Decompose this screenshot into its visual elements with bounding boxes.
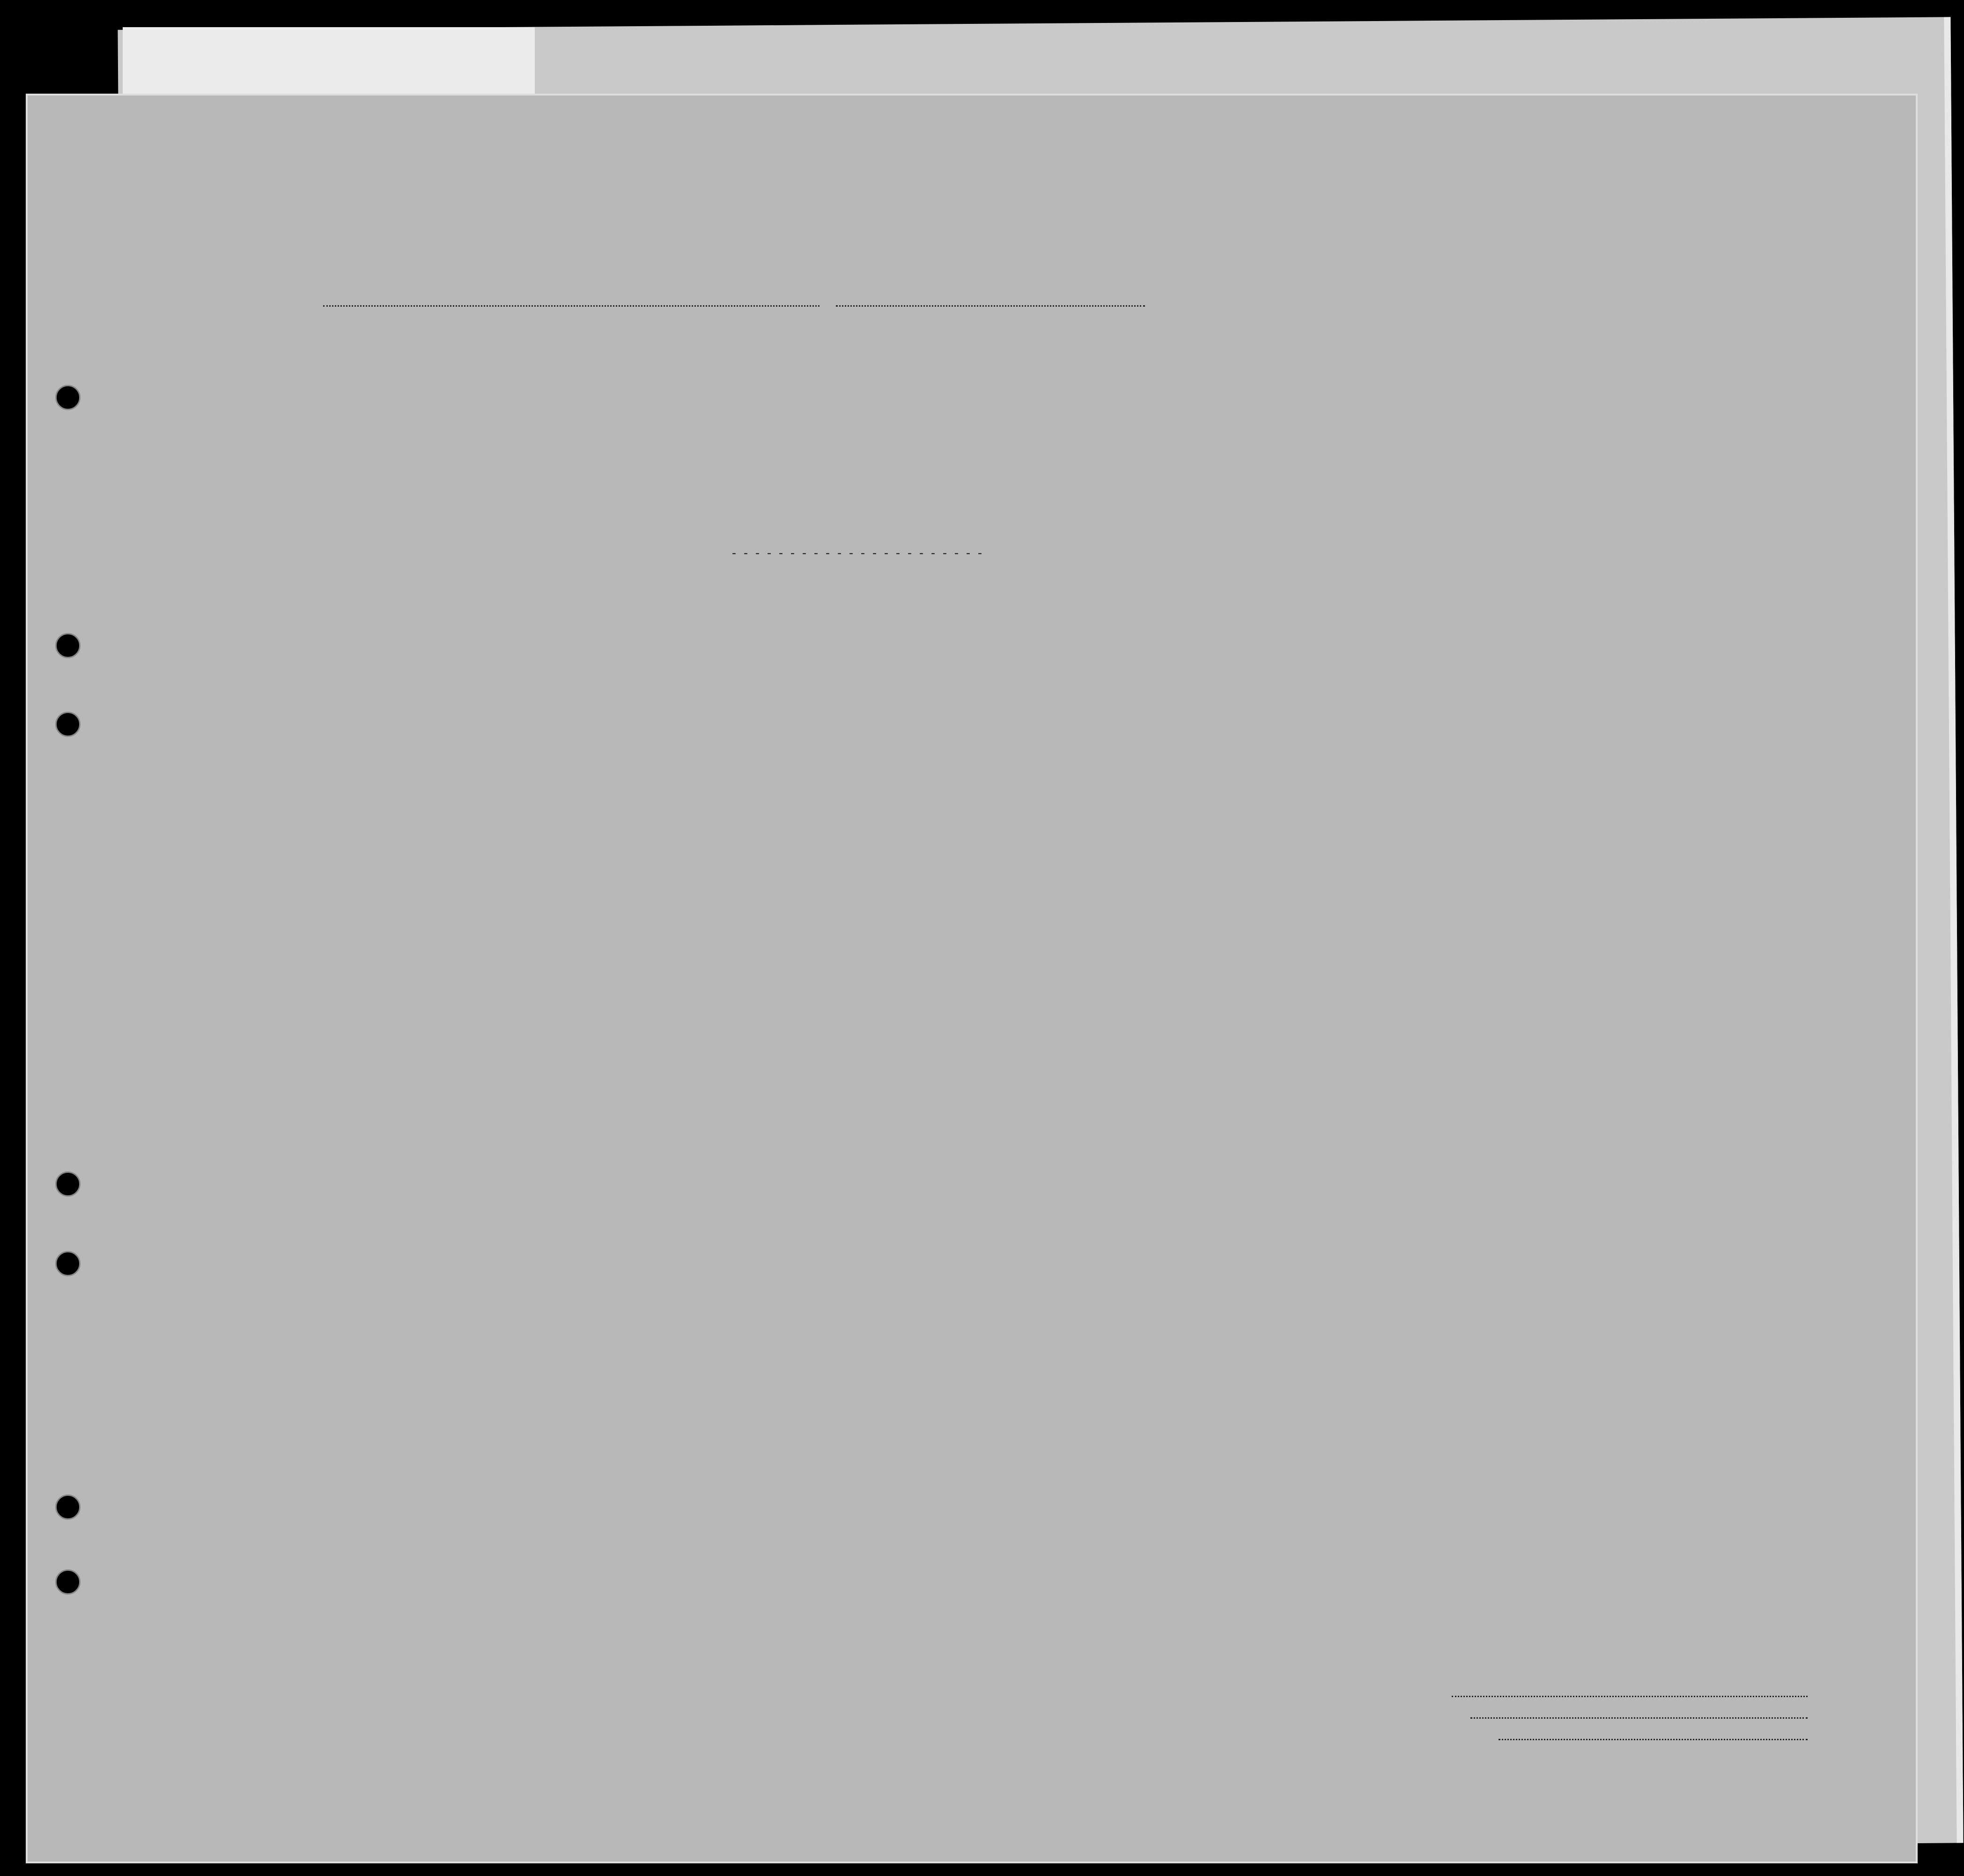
punch-hole bbox=[55, 712, 81, 737]
line-underline bbox=[1452, 1696, 1808, 1697]
manifest-sheet bbox=[26, 94, 1918, 1863]
punch-hole bbox=[55, 1251, 81, 1276]
punch-hole bbox=[55, 1569, 81, 1595]
owners-underline bbox=[1470, 1717, 1808, 1719]
grid-lines bbox=[28, 96, 1920, 1865]
punch-hole bbox=[55, 1171, 81, 1197]
punch-hole bbox=[55, 385, 81, 410]
agents-underline bbox=[1499, 1739, 1808, 1740]
punch-hole bbox=[55, 633, 81, 658]
date-underline bbox=[836, 305, 1145, 307]
punch-hole bbox=[55, 1494, 81, 1520]
port-underline bbox=[323, 305, 820, 307]
ever-before-dashes: ---------------------- bbox=[731, 547, 989, 560]
